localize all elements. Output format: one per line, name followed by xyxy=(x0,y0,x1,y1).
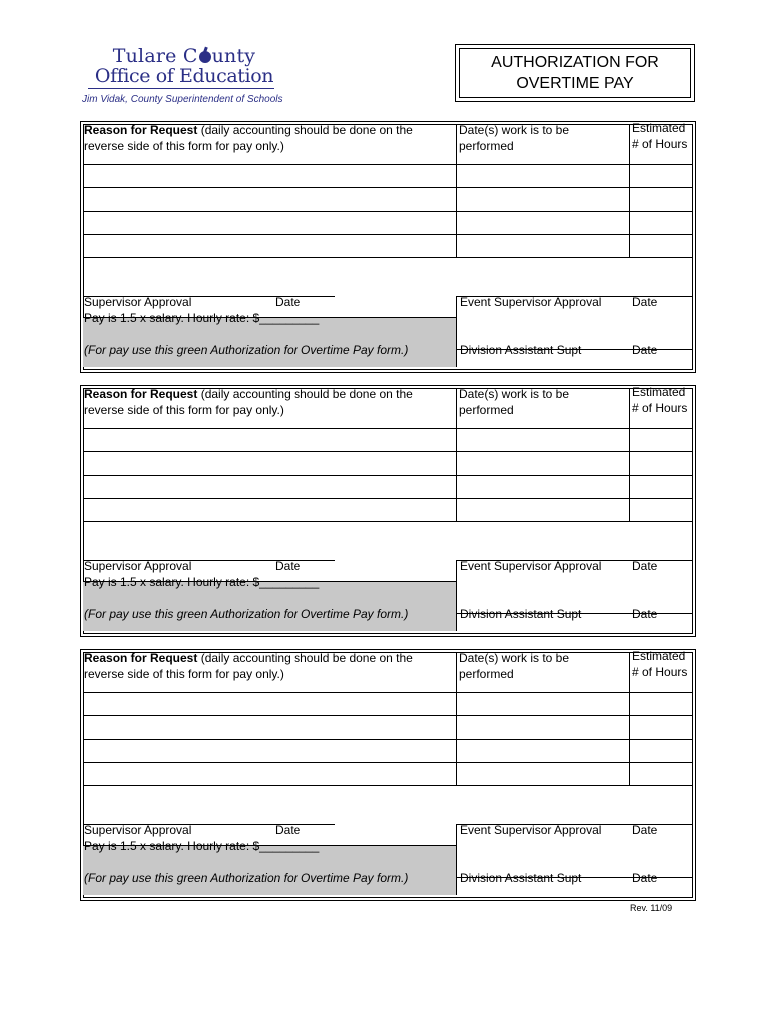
column-divider xyxy=(456,124,457,258)
row-line xyxy=(83,211,693,212)
supervisor-approval-label: Supervisor Approval xyxy=(84,295,192,309)
column-divider xyxy=(456,388,457,522)
column-divider xyxy=(456,560,457,631)
hours-header: Estimated xyxy=(632,649,686,663)
hours-header: Estimated xyxy=(632,385,686,399)
hours-header-2: # of Hours xyxy=(632,665,688,679)
green-form-note: (For pay use this green Authorization for Overtime Pay form.) xyxy=(84,607,409,621)
column-divider xyxy=(456,296,457,367)
request-section-2 xyxy=(80,385,696,637)
column-divider xyxy=(629,124,630,258)
column-divider xyxy=(629,652,630,786)
row-line xyxy=(83,715,693,716)
supervisor-date-label: Date xyxy=(275,295,301,309)
row-line xyxy=(83,187,693,188)
row-line xyxy=(83,692,693,693)
pay-rate-label: Pay is 1.5 x salary. Hourly rate: $_________ xyxy=(84,839,320,853)
reason-header-2: reverse side of this form for pay only.) xyxy=(84,139,284,153)
row-line xyxy=(83,257,693,258)
org-logo xyxy=(82,45,284,105)
dates-header: Date(s) work is to be xyxy=(459,651,570,665)
supervisor-date-label: Date xyxy=(275,559,301,573)
form-title-line-2: OVERTIME PAY xyxy=(516,75,634,92)
row-line xyxy=(83,498,693,499)
row-line xyxy=(83,451,693,452)
reason-header-2: reverse side of this form for pay only.) xyxy=(84,403,284,417)
pay-rate-label: Pay is 1.5 x salary. Hourly rate: $_________ xyxy=(84,311,320,325)
dates-header-2: performed xyxy=(459,403,514,417)
event-supervisor-label: Event Supervisor Approval xyxy=(460,823,602,837)
dates-header-2: performed xyxy=(459,667,514,681)
division-date-label: Date xyxy=(632,343,658,357)
hours-header-2: # of Hours xyxy=(632,401,688,415)
supervisor-approval-label: Supervisor Approval xyxy=(84,559,192,573)
division-supt-label: Division Assistant Supt xyxy=(460,343,582,357)
reason-header-2: reverse side of this form for pay only.) xyxy=(84,667,284,681)
reason-header: Reason for Request (daily accounting should be done on the xyxy=(84,123,413,137)
event-date-label: Date xyxy=(632,823,658,837)
event-supervisor-label: Event Supervisor Approval xyxy=(460,559,602,573)
row-line xyxy=(83,164,693,165)
logo-line-2: Office of Education xyxy=(94,65,274,87)
event-date-label: Date xyxy=(632,295,658,309)
pay-rate-label: Pay is 1.5 x salary. Hourly rate: $_________ xyxy=(84,575,320,589)
green-form-note: (For pay use this green Authorization for Overtime Pay form.) xyxy=(84,343,409,357)
apple-icon xyxy=(199,51,211,63)
division-supt-label: Division Assistant Supt xyxy=(460,871,582,885)
row-line xyxy=(83,785,693,786)
supervisor-date-label: Date xyxy=(275,823,301,837)
hours-header: Estimated xyxy=(632,121,686,135)
division-supt-label: Division Assistant Supt xyxy=(460,607,582,621)
request-section-1 xyxy=(80,121,696,373)
revision-label: Rev. 11/09 xyxy=(630,903,673,913)
row-line xyxy=(83,475,693,476)
row-line xyxy=(83,234,693,235)
event-date-label: Date xyxy=(632,559,658,573)
division-date-label: Date xyxy=(632,871,658,885)
logo-rule xyxy=(88,88,274,89)
dates-header: Date(s) work is to be xyxy=(459,123,570,137)
request-section-3 xyxy=(80,649,696,901)
reason-header: Reason for Request (daily accounting should be done on the xyxy=(84,651,413,665)
supervisor-approval-label: Supervisor Approval xyxy=(84,823,192,837)
row-line xyxy=(83,428,693,429)
row-line xyxy=(83,762,693,763)
green-form-note: (For pay use this green Authorization for Overtime Pay form.) xyxy=(84,871,409,885)
event-supervisor-label: Event Supervisor Approval xyxy=(460,295,602,309)
division-date-label: Date xyxy=(632,607,658,621)
row-line xyxy=(83,739,693,740)
reason-header: Reason for Request (daily accounting should be done on the xyxy=(84,387,413,401)
form-title-box xyxy=(455,44,695,102)
column-divider xyxy=(629,388,630,522)
dates-header: Date(s) work is to be xyxy=(459,387,570,401)
superintendent-line: Jim Vidak, County Superintendent of Schools xyxy=(82,94,283,105)
form-title-line-1: AUTHORIZATION FOR xyxy=(491,54,659,71)
dates-header-2: performed xyxy=(459,139,514,153)
row-line xyxy=(83,521,693,522)
hours-header-2: # of Hours xyxy=(632,137,688,151)
logo-line-1: Tulare C unty xyxy=(112,45,256,67)
column-divider xyxy=(456,824,457,895)
column-divider xyxy=(456,652,457,786)
